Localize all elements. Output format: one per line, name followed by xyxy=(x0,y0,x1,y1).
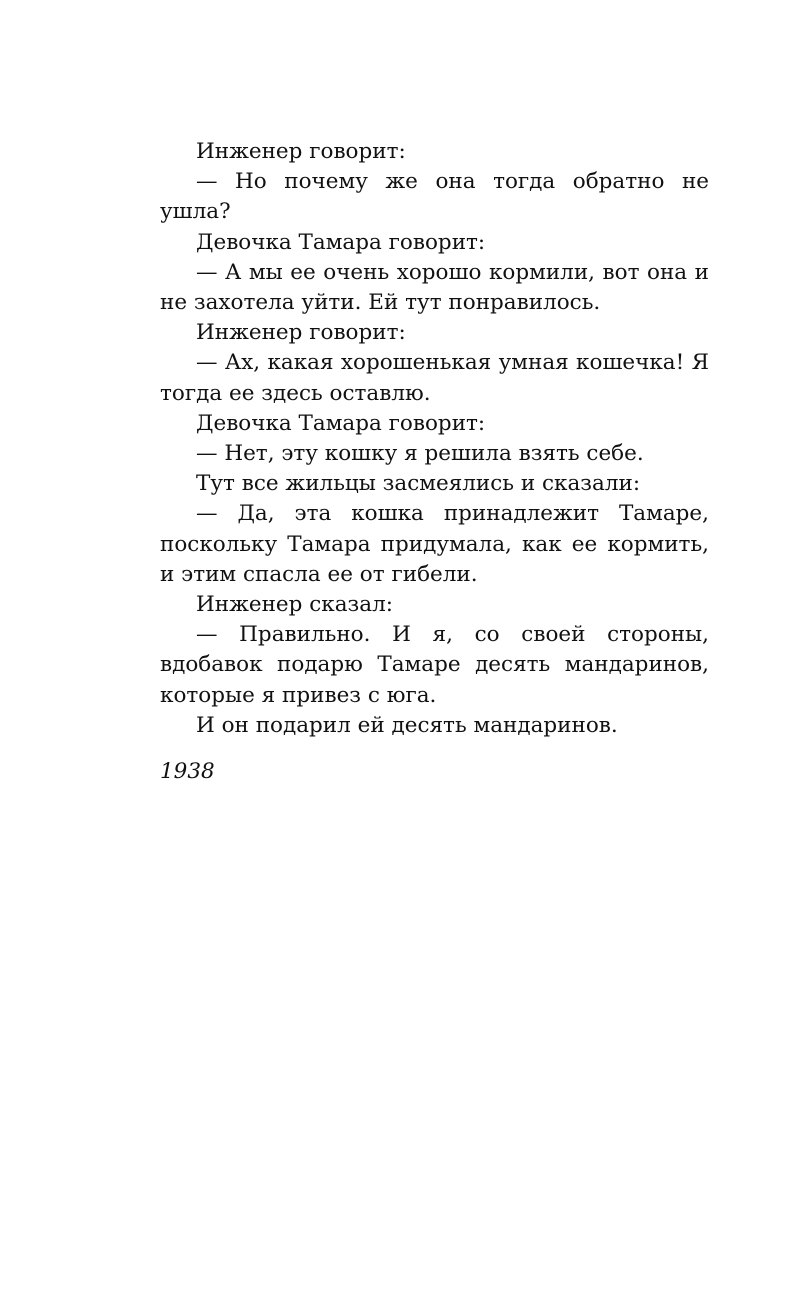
paragraph: — Правильно. И я, со своей стороны, вдобавок подарю Тамаре десять мандаринов, которые я привез с юга. xyxy=(160,622,709,708)
book-page xyxy=(160,137,709,787)
publication-year: 1938 xyxy=(160,759,215,785)
paragraph: И он подарил ей десять мандаринов. xyxy=(196,712,618,738)
paragraph: Девочка Тамара говорит: xyxy=(196,410,486,436)
paragraph: Инженер сказал: xyxy=(196,592,393,618)
paragraph: Девочка Тамара говорит: xyxy=(196,229,486,255)
paragraph: Инженер говорит: xyxy=(196,320,406,346)
paragraph: — Ах, какая хорошенькая умная кошечка! Я тогда ее здесь оставлю. xyxy=(160,350,709,406)
paragraph: — Да, эта кошка принадлежит Тамаре, поскольку Тамара придумала, как ее кормить, и этим спасла ее от гибели. xyxy=(160,501,709,587)
paragraph: Тут все жильцы засмеялись и сказали: xyxy=(196,471,641,497)
paragraph: — Нет, эту кошку я решила взять себе. xyxy=(196,441,644,467)
paragraph: — А мы ее очень хорошо кормили, вот она и не захотела уйти. Ей тут понравилось. xyxy=(160,259,709,316)
paragraph: — Но почему же она тогда обратно не ушла? xyxy=(160,169,709,225)
paragraph: Инженер говорит: xyxy=(196,139,406,164)
